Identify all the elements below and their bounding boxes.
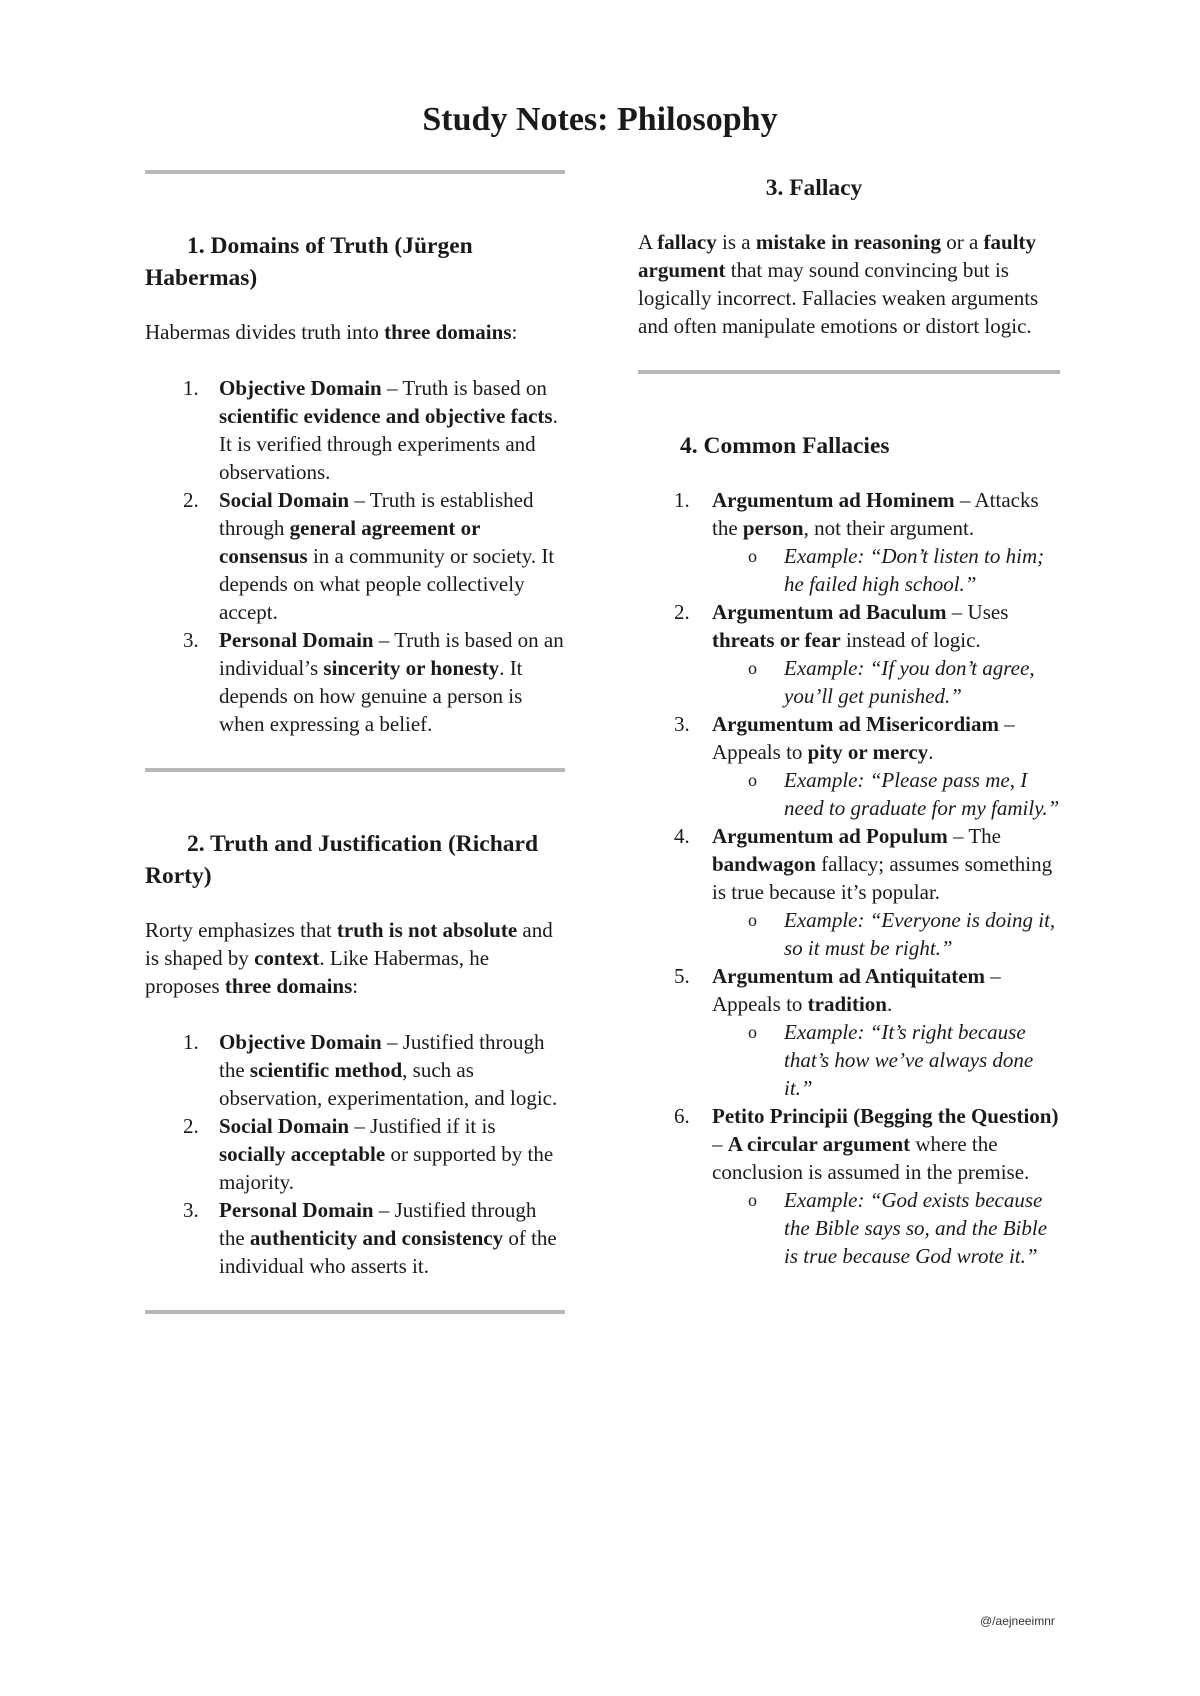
fallacy-list bbox=[638, 486, 1060, 1270]
list-item: 3. Personal Domain – Truth is based on an individual’s sincerity or honesty. It depends on how genuine a person is when expressing a belief. bbox=[183, 628, 564, 736]
example-item: o Example: “God exists because the Bible says so, and the Bible is true because God wrote it.” bbox=[748, 1188, 1048, 1268]
left-column bbox=[145, 170, 565, 1314]
list-item: 2. Social Domain – Truth is established through general agreement or consensus in a community or society. It depends on what people collectively accept. bbox=[183, 488, 555, 624]
list-item: 1. Objective Domain – Truth is based on scientific evidence and objective facts. It is verified through experiments and observations. bbox=[183, 376, 558, 484]
divider bbox=[145, 170, 565, 174]
section-3-text: A fallacy is a mistake in reasoning or a faulty argument that may sound convincing but is logically incorrect. Fallacies weaken arguments and often manipulate emotions or distort logic. bbox=[638, 230, 1039, 338]
page-title: Study Notes: Philosophy bbox=[422, 101, 778, 138]
example-item: o Example: “Please pass me, I need to graduate for my family.” bbox=[748, 768, 1060, 820]
section-2-list bbox=[145, 1028, 565, 1280]
section-3-heading: 3. Fallacy bbox=[765, 175, 863, 201]
example-item: o Example: “If you don’t agree, you’ll get punished.” bbox=[748, 656, 1035, 708]
section-1-intro: Habermas divides truth into three domains: bbox=[145, 320, 518, 344]
list-item: 4. Argumentum ad Populum – The bandwagon fallacy; assumes something is true because it’s popular. o Example: “Everyone is doing it, so it must be right.” bbox=[638, 822, 1060, 962]
divider bbox=[638, 370, 1060, 374]
section-2-heading: 2. Truth and Justification (Richard Rorty) bbox=[145, 831, 539, 889]
section-1-heading: 1. Domains of Truth (Jürgen Habermas) bbox=[145, 233, 473, 291]
section-1-list bbox=[145, 374, 565, 738]
author-handle: @/aejneeimnr bbox=[980, 1614, 1055, 1628]
example-item: o Example: “Everyone is doing it, so it must be right.” bbox=[748, 908, 1056, 960]
right-column bbox=[638, 172, 1060, 1270]
divider bbox=[145, 1310, 565, 1314]
list-item: 2. Social Domain – Justified if it is socially acceptable or supported by the majority. bbox=[183, 1114, 554, 1194]
example-item: o Example: “Don’t listen to him; he failed high school.” bbox=[748, 544, 1045, 596]
list-item: 1. Objective Domain – Justified through the scientific method, such as observation, experimentation, and logic. bbox=[183, 1030, 558, 1110]
list-item: 6. Petito Principii (Begging the Question) – A circular argument where the conclusion is assumed in the premise. o Example: “God exists because the Bible says so, and the Bible is true because God wrote it.” bbox=[674, 1104, 1059, 1268]
list-item: 1. Argumentum ad Hominem – Attacks the person, not their argument. o Example: “Don’t listen to him; he failed high school.” bbox=[638, 486, 1060, 598]
list-item: 3. Argumentum ad Misericordiam – Appeals to pity or mercy. o Example: “Please pass me, I need to graduate for my family.” bbox=[674, 712, 1060, 820]
list-item: 3. Personal Domain – Justified through the authenticity and consistency of the individual who asserts it. bbox=[183, 1198, 557, 1278]
list-item: 5. Argumentum ad Antiquitatem – Appeals to tradition. o Example: “It’s right because that’s how we’ve always done it.” bbox=[638, 962, 1060, 1102]
section-4-heading: 4. Common Fallacies bbox=[680, 433, 890, 459]
section-2-intro: Rorty emphasizes that truth is not absolute and is shaped by context. Like Habermas, he proposes three domains: bbox=[145, 918, 553, 998]
divider bbox=[145, 768, 565, 772]
list-item: 2. Argumentum ad Baculum – Uses threats or fear instead of logic. o Example: “If you don’t agree, you’ll get punished.” bbox=[638, 598, 1060, 710]
example-item: o Example: “It’s right because that’s how we’ve always done it.” bbox=[748, 1020, 1034, 1100]
